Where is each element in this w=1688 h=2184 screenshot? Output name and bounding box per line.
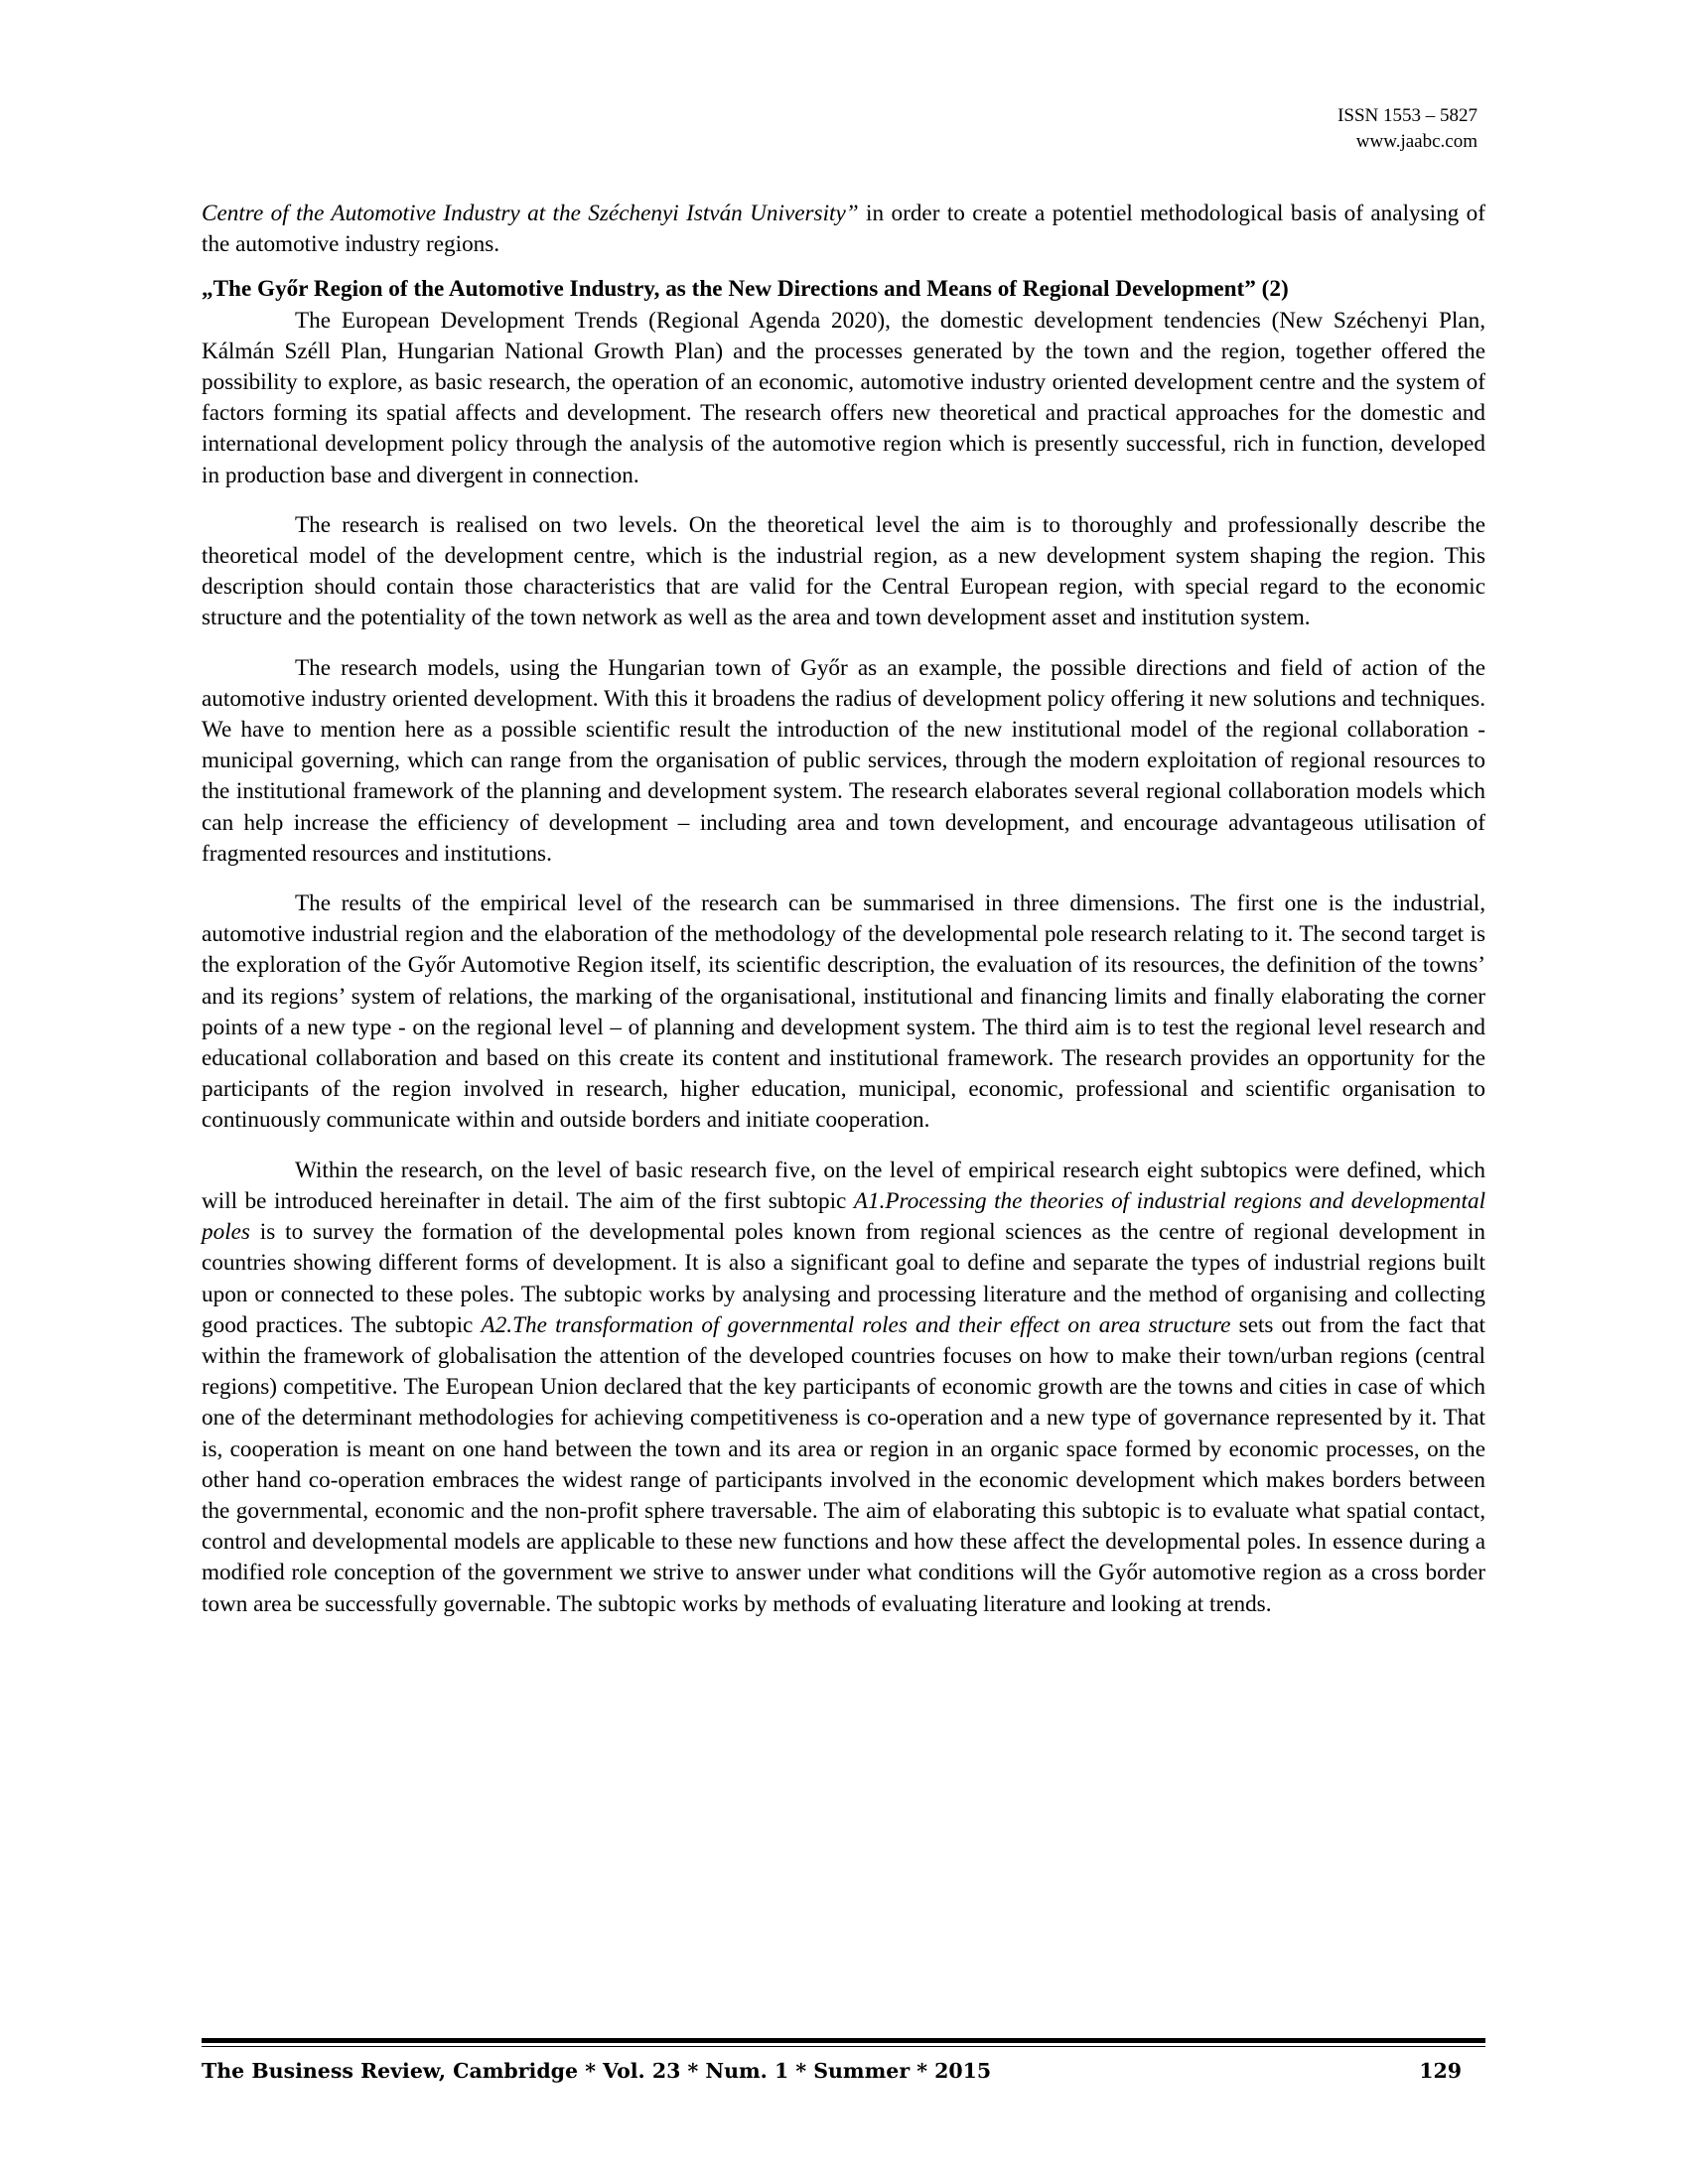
paragraph-2: The research is realised on two levels. On the theoretical level the aim is to thoroughly and professionally describe the theoretical model of the development centre, which is the industrial region, as a new development system shaping the region. This description should contain those characteristics that are valid for the Central European region, with special regard to the economic structure and the potentiality of the town network as well as the area and town development asset and institution system. <box>202 511 1485 631</box>
paragraph-3: The research models, using the Hungarian town of Győr as an example, the possible directions and field of action of the automotive industry oriented development. With this it broadens the radius of development policy offering it new solutions and techniques. We have to mention here as a possible scientific result the introduction of the new institutional model of the regional collaboration - municipal governing, which can range from the organisation of public services, through the modern exploitation of regional resources to the institutional framework of the planning and development system. The research elaborates several regional collaboration models which can help increase the efficiency of development – including area and town development, and encourage advantageous utilisation of fragmented resources and institutions. <box>202 654 1485 867</box>
journal-citation: The Business Review, Cambridge * Vol. 23 * Num. 1 * Summer * 2015 <box>202 2059 992 2083</box>
paragraph-5-text-a: Within the research, on the level of basic research five, on the level of empirical research eight subtopics were defined, which will be introduced hereinafter in detail. The aim of the first subtopic <box>202 1157 1485 1214</box>
article-body <box>202 199 1485 1620</box>
paragraph-5-text-b: is to survey the formation of the developmental poles known from regional sciences as the centre of regional development in countries showing different forms of development. It is also a significant goal to define and separate the types of industrial regions built upon or connected to these poles. The subtopic works by analysing and processing literature and the method of organising and collecting good practices. The subtopic <box>202 1219 1485 1338</box>
intro-text: in order to create a potentiel methodological basis of analysing of the automotive industry regions. <box>202 201 1485 258</box>
intro-italic-title: Centre of the Automotive Industry at the Széchenyi István University” <box>202 201 859 226</box>
paragraph-1: The European Development Trends (Regional Agenda 2020), the domestic development tendencies (New Széchenyi Plan, Kálmán Széll Plan, Hungarian National Growth Plan) and the processes generated by the town and the region, together offered the possibility to explore, as basic research, the operation of an economic, automotive industry oriented development centre and the system of factors forming its spatial affects and development. The research offers new theoretical and practical approaches for the domestic and international development policy through the analysis of the automotive region which is presently successful, rich in function, developed in production base and divergent in connection. <box>202 307 1485 488</box>
paragraph-5 <box>202 1156 1485 1620</box>
running-footer <box>202 2057 1485 2087</box>
website-text: www.jaabc.com <box>1355 131 1477 152</box>
footer-rule-thick <box>202 2038 1485 2043</box>
paragraph-4: The results of the empirical level of the research can be summarised in three dimensions. The first one is the industrial, automotive industrial region and the elaboration of the methodology of the developmental pole research relating to it. The second target is the exploration of the Győr Automotive Region itself, its scientific description, the evaluation of its resources, the definition of the towns’ and its regions’ system of relations, the marking of the organisational, institutional and financing limits and finally elaborating the corner points of a new type - on the regional level – of planning and development system. The third aim is to test the regional level research and educational collaboration and based on this create its content and institutional framework. The research provides an opportunity for the participants of the region involved in research, higher education, municipal, economic, professional and scientific organisation to continuously communicate within and outside borders and initiate cooperation. <box>202 890 1485 1134</box>
paragraph-5-text-c: sets out from the fact that within the framework of globalisation the attention of the developed countries focuses on how to make their town/urban regions (central regions) competitive. The European Union declared that the key participants of economic growth are the towns and cities in case of which one of the determinant methodologies for achieving competitiveness is co-operation and a new type of governance represented by it. That is, cooperation is meant on one hand between the town and its area or region in an organic space formed by economic processes, on the other hand co-operation embraces the widest range of participants involved in the economic development which makes borders between the governmental, economic and the non-profit sphere traversable. The aim of elaborating this subtopic is to evaluate what spatial contact, control and developmental models are applicable to these new functions and how these affect the developmental poles. In essence during a modified role conception of the government we strive to answer under what conditions will the Győr automotive region as a cross border town area be successfully governable. The subtopic works by methods of evaluating literature and looking at trends. <box>202 1311 1485 1617</box>
subtopic-a2-title: A2.The transformation of governmental roles and their effect on area structure <box>481 1311 1231 1338</box>
subtopic-a1-title: A1.Processing the theories of industrial regions and developmental poles <box>202 1187 1486 1246</box>
intro-paragraph <box>202 199 1485 260</box>
running-header <box>1337 103 1477 155</box>
page-number: 129 <box>1419 2059 1462 2083</box>
issn-text: ISSN 1553 – 5827 <box>1337 105 1477 126</box>
section-heading: „The Győr Region of the Automotive Industry, as the New Directions and Means of Regional Development” (2) <box>202 276 1289 303</box>
footer-rule-thin <box>202 2046 1485 2047</box>
